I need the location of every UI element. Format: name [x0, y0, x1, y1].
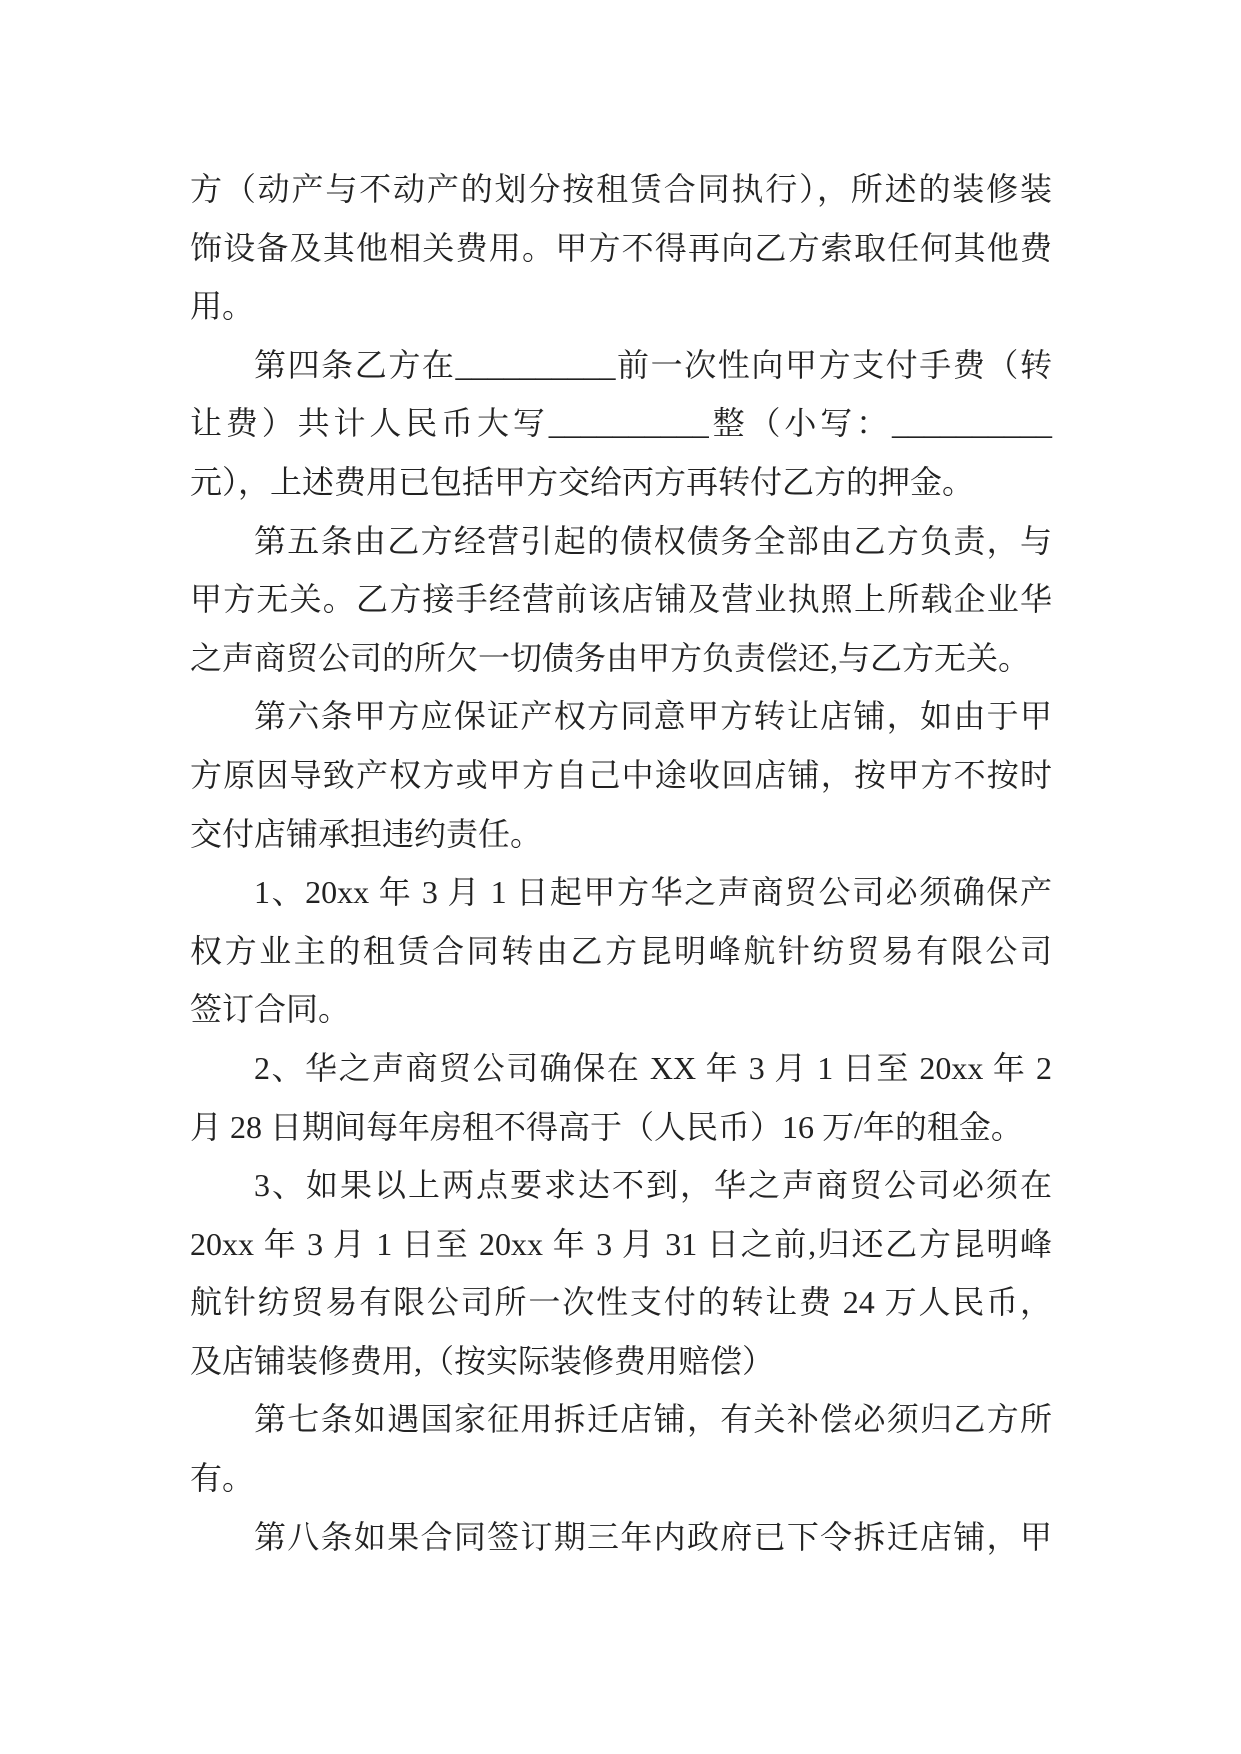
paragraph-article-7 [190, 1390, 1052, 1507]
text-line: 及店铺装修费用,（按实际装修费用赔偿） [190, 1342, 775, 1379]
text-line: 航针纺贸易有限公司所一次性支付的转让费 24 万人民币， [190, 1284, 1052, 1321]
text-line: 第八条如果合同签订期三年内政府已下令拆迁店铺，甲 [254, 1518, 1052, 1555]
document-body [190, 160, 1052, 1566]
text-line: 签订合同。 [190, 991, 351, 1028]
paragraph-article-8 [190, 1508, 1052, 1567]
text-line: 方原因导致产权方或甲方自己中途收回店铺，按甲方不按时 [190, 756, 1052, 793]
text-line: 饰设备及其他相关费用。甲方不得再向乙方索取任何其他费 [190, 229, 1052, 266]
text-line: 第四条乙方在__________前一次性向甲方支付手费（转 [254, 346, 1052, 383]
paragraph-article-6 [190, 687, 1052, 863]
text-line: 让费）共计人民币大写__________整（小写：__________ [190, 405, 1052, 442]
text-line: 用。 [190, 288, 255, 325]
paragraph-article-5 [190, 512, 1052, 688]
text-line: 方（动产与不动产的划分按租赁合同执行），所述的装修装 [190, 171, 1052, 207]
paragraph-article-4 [190, 336, 1052, 512]
text-line: 权方业主的租赁合同转由乙方昆明峰航针纺贸易有限公司 [190, 932, 1052, 969]
text-line: 1、20xx 年 3 月 1 日起甲方华之声商贸公司必须确保产 [254, 874, 1052, 911]
text-line: 交付店铺承担违约责任。 [190, 815, 543, 852]
text-line: 甲方无关。乙方接手经营前该店铺及营业执照上所载企业华 [190, 581, 1052, 618]
text-line: 第五条由乙方经营引起的债权债务全部由乙方负责，与 [254, 522, 1052, 559]
text-line: 月 28 日期间每年房租不得高于（人民币）16 万/年的租金。 [190, 1108, 1023, 1145]
text-line: 2、华之声商贸公司确保在 XX 年 3 月 1 日至 20xx 年 2 [254, 1049, 1052, 1086]
text-line: 20xx 年 3 月 1 日至 20xx 年 3 月 31 日之前,归还乙方昆明峰 [190, 1225, 1052, 1262]
paragraph-clause-2 [190, 1039, 1052, 1156]
text-line: 第七条如遇国家征用拆迁店铺，有关补偿必须归乙方所 [254, 1401, 1052, 1438]
text-line: 第六条甲方应保证产权方同意甲方转让店铺，如由于甲 [254, 698, 1052, 735]
text-line: 有。 [190, 1460, 255, 1497]
text-line: 之声商贸公司的所欠一切债务由甲方负责偿还,与乙方无关。 [190, 639, 1031, 676]
text-line: 3、如果以上两点要求达不到，华之声商贸公司必须在 [254, 1167, 1052, 1204]
paragraph-clause-1 [190, 863, 1052, 1039]
paragraph-continuation [190, 160, 1052, 336]
paragraph-clause-3 [190, 1156, 1052, 1390]
text-line: 元），上述费用已包括甲方交给丙方再转付乙方的押金。 [190, 463, 975, 500]
